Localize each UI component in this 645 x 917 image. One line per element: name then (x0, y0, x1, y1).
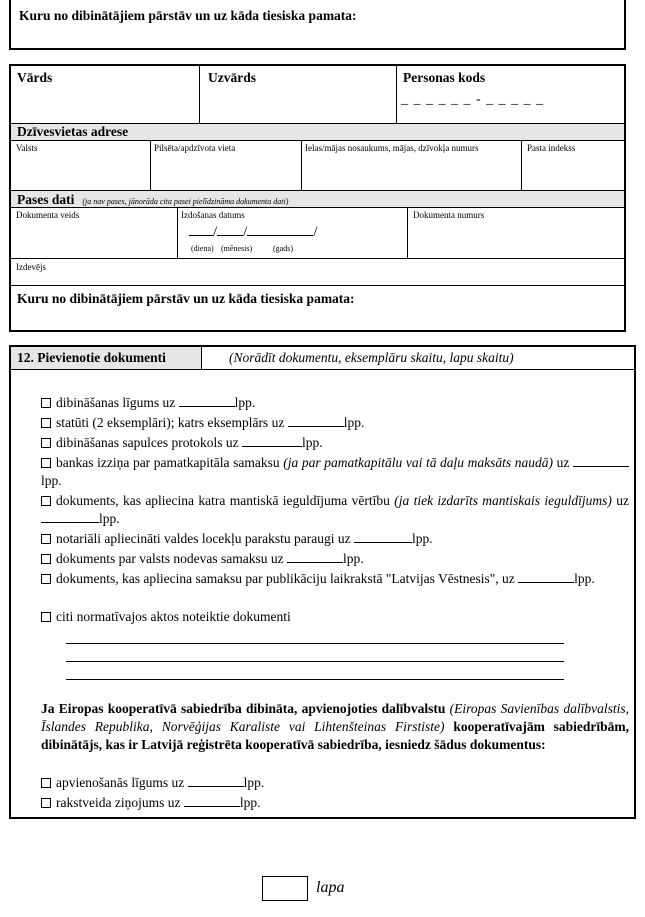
checkbox[interactable] (41, 496, 51, 506)
merger-paragraph: Ja Eiropas kooperatīvā sabiedrība dibināta, apvienojoties dalībvalstu (Eiropas Savienības dalībvalstis, Īslandes Republika, Norvēģijas Karaliste vai Lihtenšteinas Firstiste) kooperatīvajām sabiedrībām, dibinātājs, kas ir Latvijā reģistrēta kooperatīvā sabiedrība, iesniedz šādus dokumentus: (41, 701, 630, 752)
passport-title-row (17, 191, 288, 209)
list-item: dibināšanas sapulces protokols uz lpp. (41, 434, 323, 452)
doc-type-label: Dokumenta veids (16, 210, 80, 220)
issue-date-field[interactable]: / / / (189, 224, 318, 241)
postal-code-label: Pasta indekss (527, 143, 576, 153)
list-item: apvienošanās līgums uz lpp. (41, 774, 264, 792)
personal-code-field[interactable]: _ _ _ _ _ _ - _ _ _ _ _ (401, 92, 545, 107)
attachments-header-note: (Norādīt dokumentu, eksemplāru skaitu, lapu skaitu) (229, 350, 514, 365)
checkbox[interactable] (41, 398, 51, 408)
divider (301, 140, 302, 190)
name-label: Vārds (17, 70, 53, 85)
personal-code-label: Personas kods (403, 70, 486, 85)
attached-documents-box (9, 345, 636, 819)
day-label: (diena) (191, 244, 214, 253)
checkbox[interactable] (41, 554, 51, 564)
month-label: (mēnesis) (221, 244, 253, 253)
residence-title: Dzīvesvietas adrese (17, 124, 129, 139)
city-label: Pilsēta/apdzīvota vieta (154, 143, 236, 153)
page-number-box[interactable] (262, 876, 308, 901)
divider (150, 140, 151, 190)
list-item: dokuments par valsts nodevas samaksu uz lpp. (41, 550, 364, 568)
divider (199, 66, 200, 123)
top-representation-title: Kuru no dibinātājiem pārstāv un uz kāda tiesiska pamata: (19, 8, 357, 23)
representation-title: Kuru no dibinātājiem pārstāv un uz kāda tiesiska pamata: (17, 291, 355, 306)
doc-number-label: Dokumenta numurs (413, 210, 485, 220)
divider (177, 207, 178, 258)
checkbox[interactable] (41, 418, 51, 428)
list-item: rakstveida ziņojums uz lpp. (41, 794, 260, 812)
list-item: bankas izziņa par pamatkapitāla samaksu (ja par pamatkapitālu vai tā daļu maksāts naudā) uz lpp. (41, 454, 629, 490)
checkbox[interactable] (41, 798, 51, 808)
street-label: Ielas/mājas nosaukums, mājas, dzīvokļa numurs (305, 143, 479, 153)
checkbox[interactable] (41, 458, 51, 468)
divider (201, 369, 634, 370)
checkbox[interactable] (41, 534, 51, 544)
top-representation-box (9, 0, 626, 50)
divider (11, 258, 624, 259)
list-item: dokuments, kas apliecina katra mantiskā ieguldījuma vērtību (ja tiek izdarīts mantiskais ieguldījums) uz lpp. (41, 492, 629, 528)
year-label: (gads) (273, 244, 293, 253)
other-docs-line[interactable] (66, 643, 564, 644)
passport-note: (ja nav pases, jānorāda cita pasei pielīdzināma dokumenta dati) (82, 197, 289, 206)
list-item: statūti (2 eksemplāri); katrs eksemplārs uz lpp. (41, 414, 364, 432)
divider (396, 66, 397, 123)
checkbox[interactable] (41, 612, 51, 622)
page-label: lapa (316, 879, 345, 896)
list-item: dibināšanas līgums uz lpp. (41, 394, 255, 412)
surname-label: Uzvārds (208, 70, 256, 85)
other-docs-line[interactable] (66, 661, 564, 662)
checkbox[interactable] (41, 778, 51, 788)
list-item: notariāli apliecināti valdes locekļu parakstu paraugi uz lpp. (41, 530, 433, 548)
passport-title: Pases dati (17, 192, 75, 207)
divider (11, 285, 624, 286)
other-docs-line[interactable] (66, 679, 564, 680)
list-item: citi normatīvajos aktos noteiktie dokumenti (41, 608, 291, 626)
country-label: Valsts (16, 143, 38, 153)
divider (407, 207, 408, 258)
divider (521, 140, 522, 190)
checkbox[interactable] (41, 574, 51, 584)
checkbox[interactable] (41, 438, 51, 448)
issuer-label: Izdevējs (16, 262, 46, 272)
list-item: dokuments, kas apliecina samaksu par publikāciju laikrakstā "Latvijas Vēstnesis", uz lpp. (41, 570, 629, 588)
issue-date-label: Izdošanas datums (181, 210, 245, 220)
founder-person-box (9, 64, 626, 332)
attachments-header: 12. Pievienotie dokumenti (17, 350, 166, 365)
